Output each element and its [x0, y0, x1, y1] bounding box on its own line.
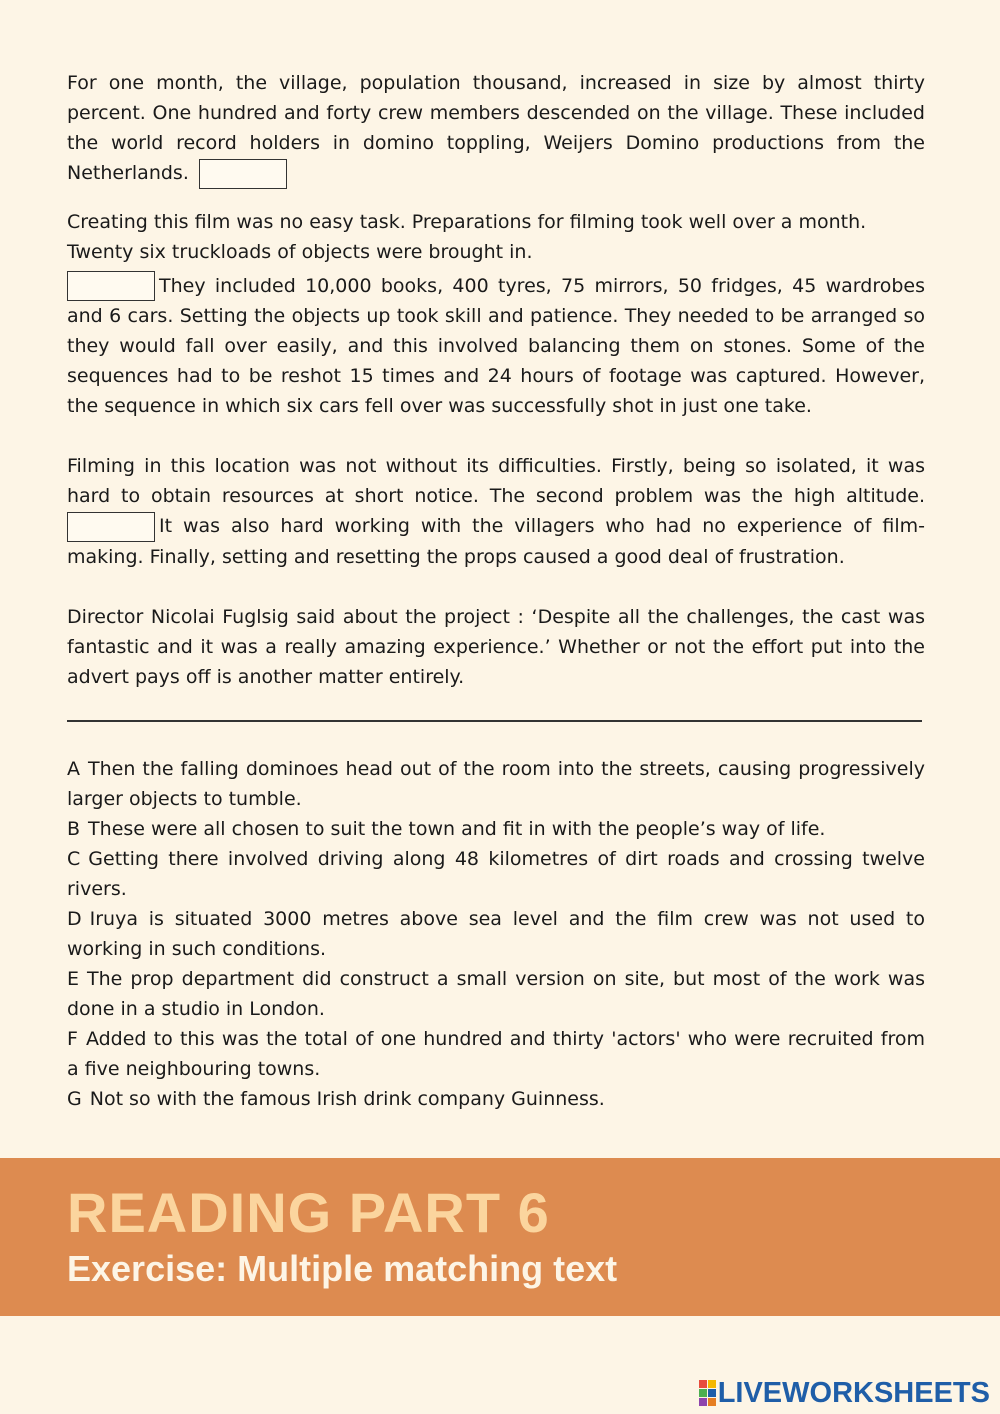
- option-g: [67, 1084, 925, 1114]
- option-letter: A: [67, 757, 80, 780]
- answer-gap-1[interactable]: [199, 159, 287, 189]
- option-text: The prop department did construct a small version on site, but most of the work was done in a studio in London.: [67, 967, 925, 1020]
- paragraph-4: Director Nicolai Fuglsig said about the project : ‘Despite all the challenges, the cast was fantastic and it was a really amazing experience.’ Whether or not the effort put into the advert pays off is another matter entirely.: [67, 605, 925, 688]
- option-letter: G: [67, 1087, 82, 1110]
- option-text: Added to this was the total of one hundred and thirty 'actors' who were recruited from a five neighbouring towns.: [67, 1027, 925, 1080]
- option-a: [67, 754, 925, 814]
- paragraph-3-text: It was also hard working with the villagers who had no experience of film-making. Finally, setting and resetting the props caused a good deal of frustration.: [67, 515, 925, 568]
- liveworksheets-logo: [699, 1376, 990, 1410]
- option-letter: B: [67, 817, 81, 840]
- paragraph-1-text: For one month, the village, population thousand, increased in size by almost thirty percent. One hundred and forty crew members descended on the village. These included the world record holders in domino toppling, Weijers Domino productions from the Netherlands.: [67, 72, 925, 184]
- paragraph-1: [67, 68, 925, 189]
- option-letter: E: [67, 967, 80, 990]
- option-text: These were all chosen to suit the town and fit in with the people’s way of life.: [88, 817, 826, 840]
- section-divider: [67, 720, 922, 722]
- options-list: [67, 754, 925, 1114]
- answer-gap-2[interactable]: [67, 271, 155, 301]
- page-title: READING PART 6: [67, 1181, 550, 1244]
- option-d: [67, 904, 925, 964]
- option-letter: C: [67, 847, 81, 870]
- logo-text: LIVEWORKSHEETS: [717, 1376, 990, 1409]
- paragraph-2-intro: Creating this film was no easy task. Preparations for filming took well over a month. Twenty six truckloads of objects were brought in.: [67, 210, 867, 263]
- page-subtitle: Exercise: Multiple matching text: [67, 1248, 618, 1289]
- answer-gap-3[interactable]: [67, 512, 155, 542]
- title-banner: [0, 1158, 1000, 1316]
- paragraph-2-text: They included 10,000 books, 400 tyres, 75 mirrors, 50 fridges, 45 wardrobes and 6 cars. Setting the objects up took skill and patience. They needed to be arranged so they would fall over easily, and this involved balancing them on stones. Some of the sequences had to be reshot 15 times and 24 hours of footage was captured. However, the sequence in which six cars fell over was successfully shot in just one take.: [67, 274, 925, 417]
- option-letter: F: [67, 1027, 78, 1050]
- option-text: Getting there involved driving along 48 kilometres of dirt roads and crossing twelve rivers.: [67, 847, 925, 900]
- option-b: [67, 814, 925, 844]
- option-text: Then the falling dominoes head out of the room into the streets, causing progressively larger objects to tumble.: [67, 757, 925, 810]
- paragraph-3: [67, 451, 925, 572]
- option-f: [67, 1024, 925, 1084]
- option-text: Iruya is situated 3000 metres above sea level and the film crew was not used to working in such conditions.: [67, 907, 925, 960]
- logo-blocks-icon: [699, 1380, 716, 1406]
- option-letter: D: [67, 907, 82, 930]
- paragraph-3-intro: Filming in this location was not without its difficulties. Firstly, being so isolated, it was hard to obtain resources at short notice. The second problem was the high altitude.: [67, 455, 925, 507]
- option-c: [67, 844, 925, 904]
- reading-passage: [67, 68, 925, 1114]
- paragraph-2: [67, 271, 925, 422]
- option-e: [67, 964, 925, 1024]
- option-text: Not so with the famous Irish drink company Guinness.: [89, 1087, 605, 1110]
